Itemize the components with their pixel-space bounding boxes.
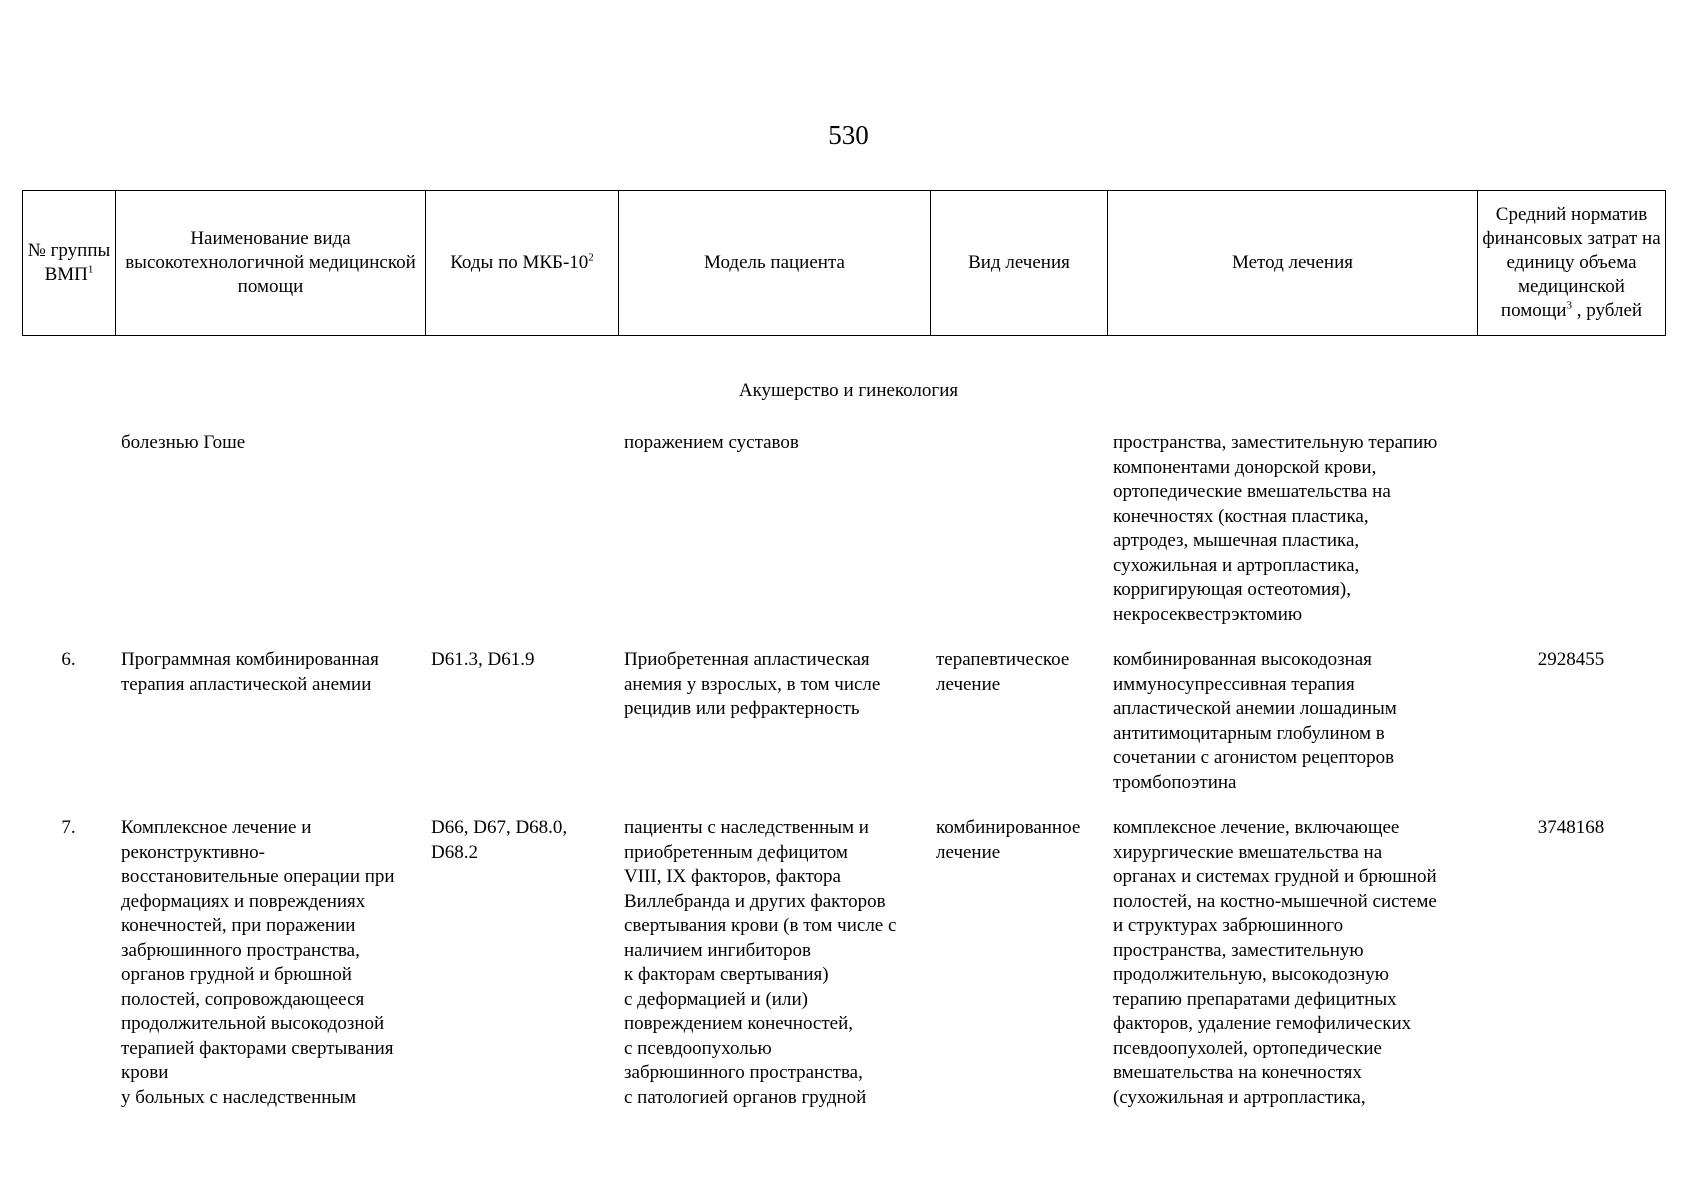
row-number bbox=[22, 431, 115, 648]
row-name: Комплексное лечение и реконструктивно- восстановительные операции при деформациях и повреждениях конечностей, при поражении забрюшинного пространства, органов грудной и брюшной полостей, сопровождающееся продолжительной высокодозной терапией факторами свертывания крови у больных с наследственным bbox=[121, 817, 395, 1108]
header-name: Наименование вида высокотехнологичной медицинской помощи bbox=[116, 191, 426, 336]
page-number: 530 bbox=[828, 120, 869, 150]
row-cost: 2928455 bbox=[1537, 649, 1605, 670]
section-title: Акушерство и гинекология bbox=[738, 380, 959, 401]
row-patient-model: пациенты с наследственным и приобретенным дефицитом VIII, IX факторов, фактора Виллебранда и других факторов свертывания крови (в том числе с наличием ингибиторов к факторам свертывания) с деформацией и (или) повреждением конечностей, с псевдоопухолью забрюшинного пространства, с патологией органов грудной bbox=[624, 817, 897, 1108]
row-number: 7. bbox=[61, 817, 76, 838]
row-name: болезнью Гоше bbox=[121, 432, 246, 453]
row-codes bbox=[425, 431, 618, 648]
header-group-number: № группы ВМП$^1$ bbox=[23, 191, 116, 336]
row-treatment-type: терапевтическое лечение bbox=[936, 649, 1070, 695]
row-treatment-type bbox=[930, 431, 1107, 648]
table-row bbox=[22, 431, 1665, 648]
table-row bbox=[22, 816, 1665, 1110]
header-treatment-method: Метод лечения bbox=[1108, 191, 1478, 336]
row-treatment-type: комбинированное лечение bbox=[936, 817, 1081, 863]
header-patient-model: Модель пациента bbox=[619, 191, 931, 336]
row-treatment-method: комбинированная высокодозная иммуносупрессивная терапия апластической анемии лошадиным антитимоцитарным глобулином в сочетании с агонистом рецепторов тромбопоэтина bbox=[1113, 649, 1397, 793]
row-cost: 3748168 bbox=[1537, 817, 1605, 838]
header-treatment-type: Вид лечения bbox=[931, 191, 1108, 336]
row-treatment-method: пространства, заместительную терапию компонентами донорской крови, ортопедические вмешательства на конечностях (костная пластика, артродез, мышечная пластика, сухожильная и артропластика, корригирующая остеотомия), некросеквестрэктомию bbox=[1113, 432, 1438, 625]
row-codes: D61.3, D61.9 bbox=[431, 649, 535, 670]
table-row bbox=[22, 648, 1665, 816]
table-header bbox=[22, 190, 1666, 336]
row-number: 6. bbox=[61, 649, 76, 670]
row-patient-model: поражением суставов bbox=[624, 432, 799, 453]
table-body bbox=[22, 431, 1665, 1110]
row-cost bbox=[1477, 431, 1665, 648]
row-patient-model: Приобретенная апластическая анемия у взрослых, в том числе рецидив или рефрактерность bbox=[624, 649, 881, 719]
header-icd-codes: Коды по МКБ-$10^2$ bbox=[426, 191, 619, 336]
row-name: Программная комбинированная терапия апластической анемии bbox=[121, 649, 379, 695]
row-codes: D66, D67, D68.0, D68.2 bbox=[431, 817, 568, 863]
header-cost: Средний норматив финансовых затрат на единицу объема медицинской помощи$^3$ , рублей bbox=[1478, 191, 1666, 336]
row-treatment-method: комплексное лечение, включающее хирургические вмешательства на органах и системах грудной и брюшной полостей, на костно-мышечной системе и структурах забрюшинного пространства, заместительную продолжительную, высокодозную терапию препаратами дефицитных факторов, удаление гемофилических псевдоопухолей, ортопедические вмешательства на конечностях (сухожильная и артропластика, bbox=[1113, 817, 1437, 1108]
